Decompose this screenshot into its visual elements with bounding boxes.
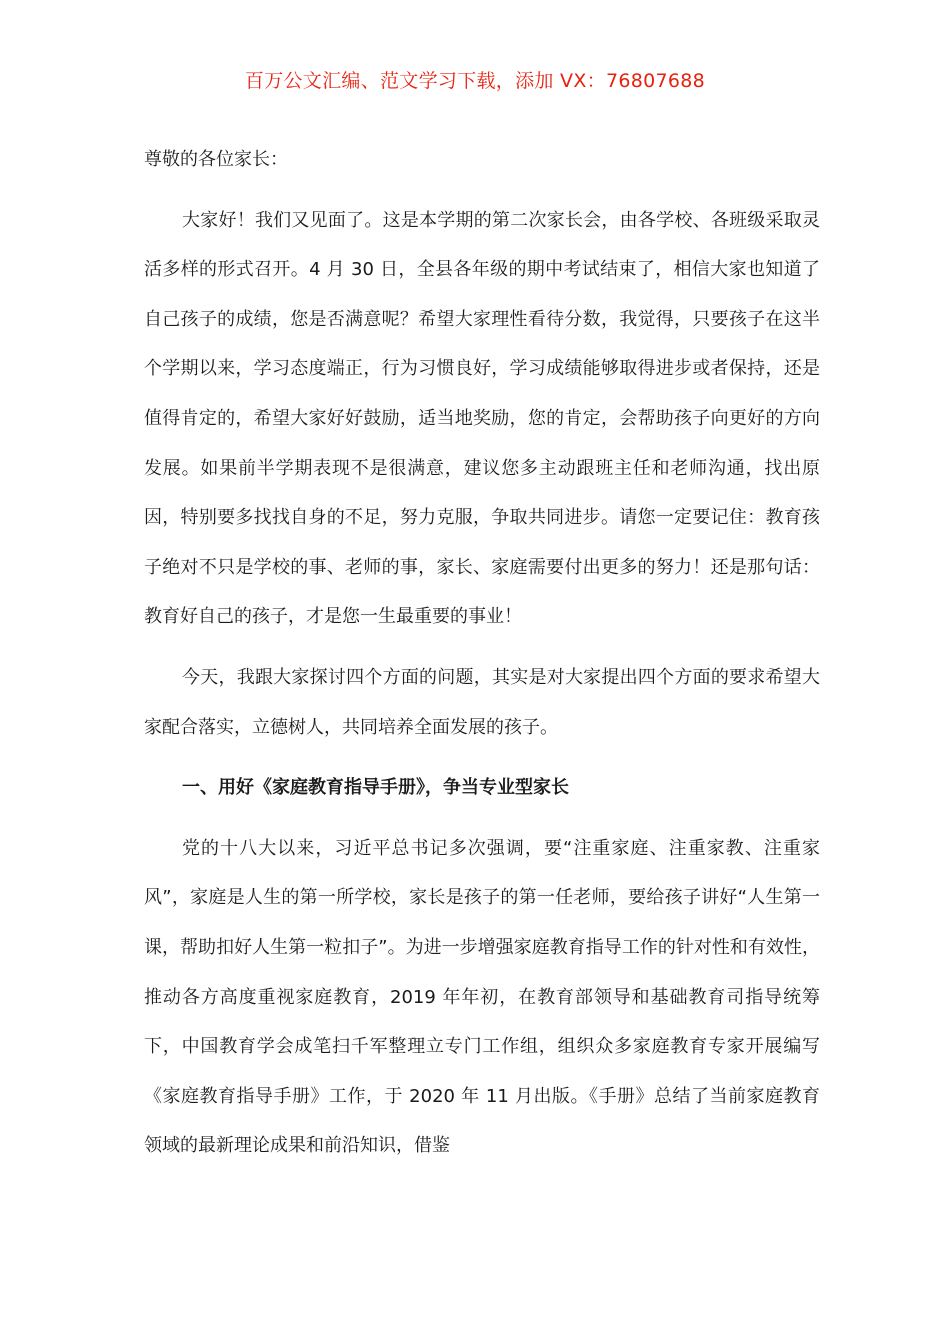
paragraph-section-one: 党的十八大以来，习近平总书记多次强调，要“注重家庭、注重家教、注重家风”，家庭是人生的第一所学校，家长是孩子的第一任老师，要给孩子讲好“人生第一课，帮助扣好人生第一粒扣子”。为进一步增强家庭教育指导工作的针对性和有效性，推动各方高度重视家庭教育，2019 年年初，在教育部领导和基础教育司指导统筹下，中国教育学会成笔扫千军整理立专门工作组，组织众多家庭教育专家开展编写《家庭教育指导手册》工作，于 2020 年 11 月出版。《手册》总结了当前家庭教育领域的最新理论成果和前沿知识，借鉴 bbox=[144, 837, 820, 1157]
document-body bbox=[144, 135, 820, 1182]
section-heading: 一、用好《家庭教育指导手册》，争当专业型家长 bbox=[182, 777, 569, 799]
watermark-header: 百万公文汇编、范文学习下载，添加 VX：76807688 bbox=[244, 70, 706, 92]
paragraph-intro: 今天，我跟大家探讨四个方面的问题，其实是对大家提出四个方面的要求希望大家配合落实，立德树人，共同培养全面发展的孩子。 bbox=[144, 666, 820, 738]
paragraph-greeting: 大家好！我们又见面了。这是本学期的第二次家长会，由各学校、各班级采取灵活多样的形式召开。4 月 30 日，全县各年级的期中考试结束了，相信大家也知道了自己孩子的成绩，您是否满意呢？希望大家理性看待分数，我觉得，只要孩子在这半个学期以来，学习态度端正，行为习惯良好，学习成绩能够取得进步或者保持，还是值得肯定的，希望大家好好鼓励，适当地奖励，您的肯定，会帮助孩子向更好的方向发展。如果前半学期表现不是很满意，建议您多主动跟班主任和老师沟通，找出原因，特别要多找找自身的不足，努力克服，争取共同进步。请您一定要记住：教育孩子绝对不只是学校的事、老师的事，家长、家庭需要付出更多的努力！还是那句话：教育好自己的孩子，才是您一生最重要的事业！ bbox=[144, 209, 820, 628]
salutation: 尊敬的各位家长： bbox=[144, 149, 288, 170]
